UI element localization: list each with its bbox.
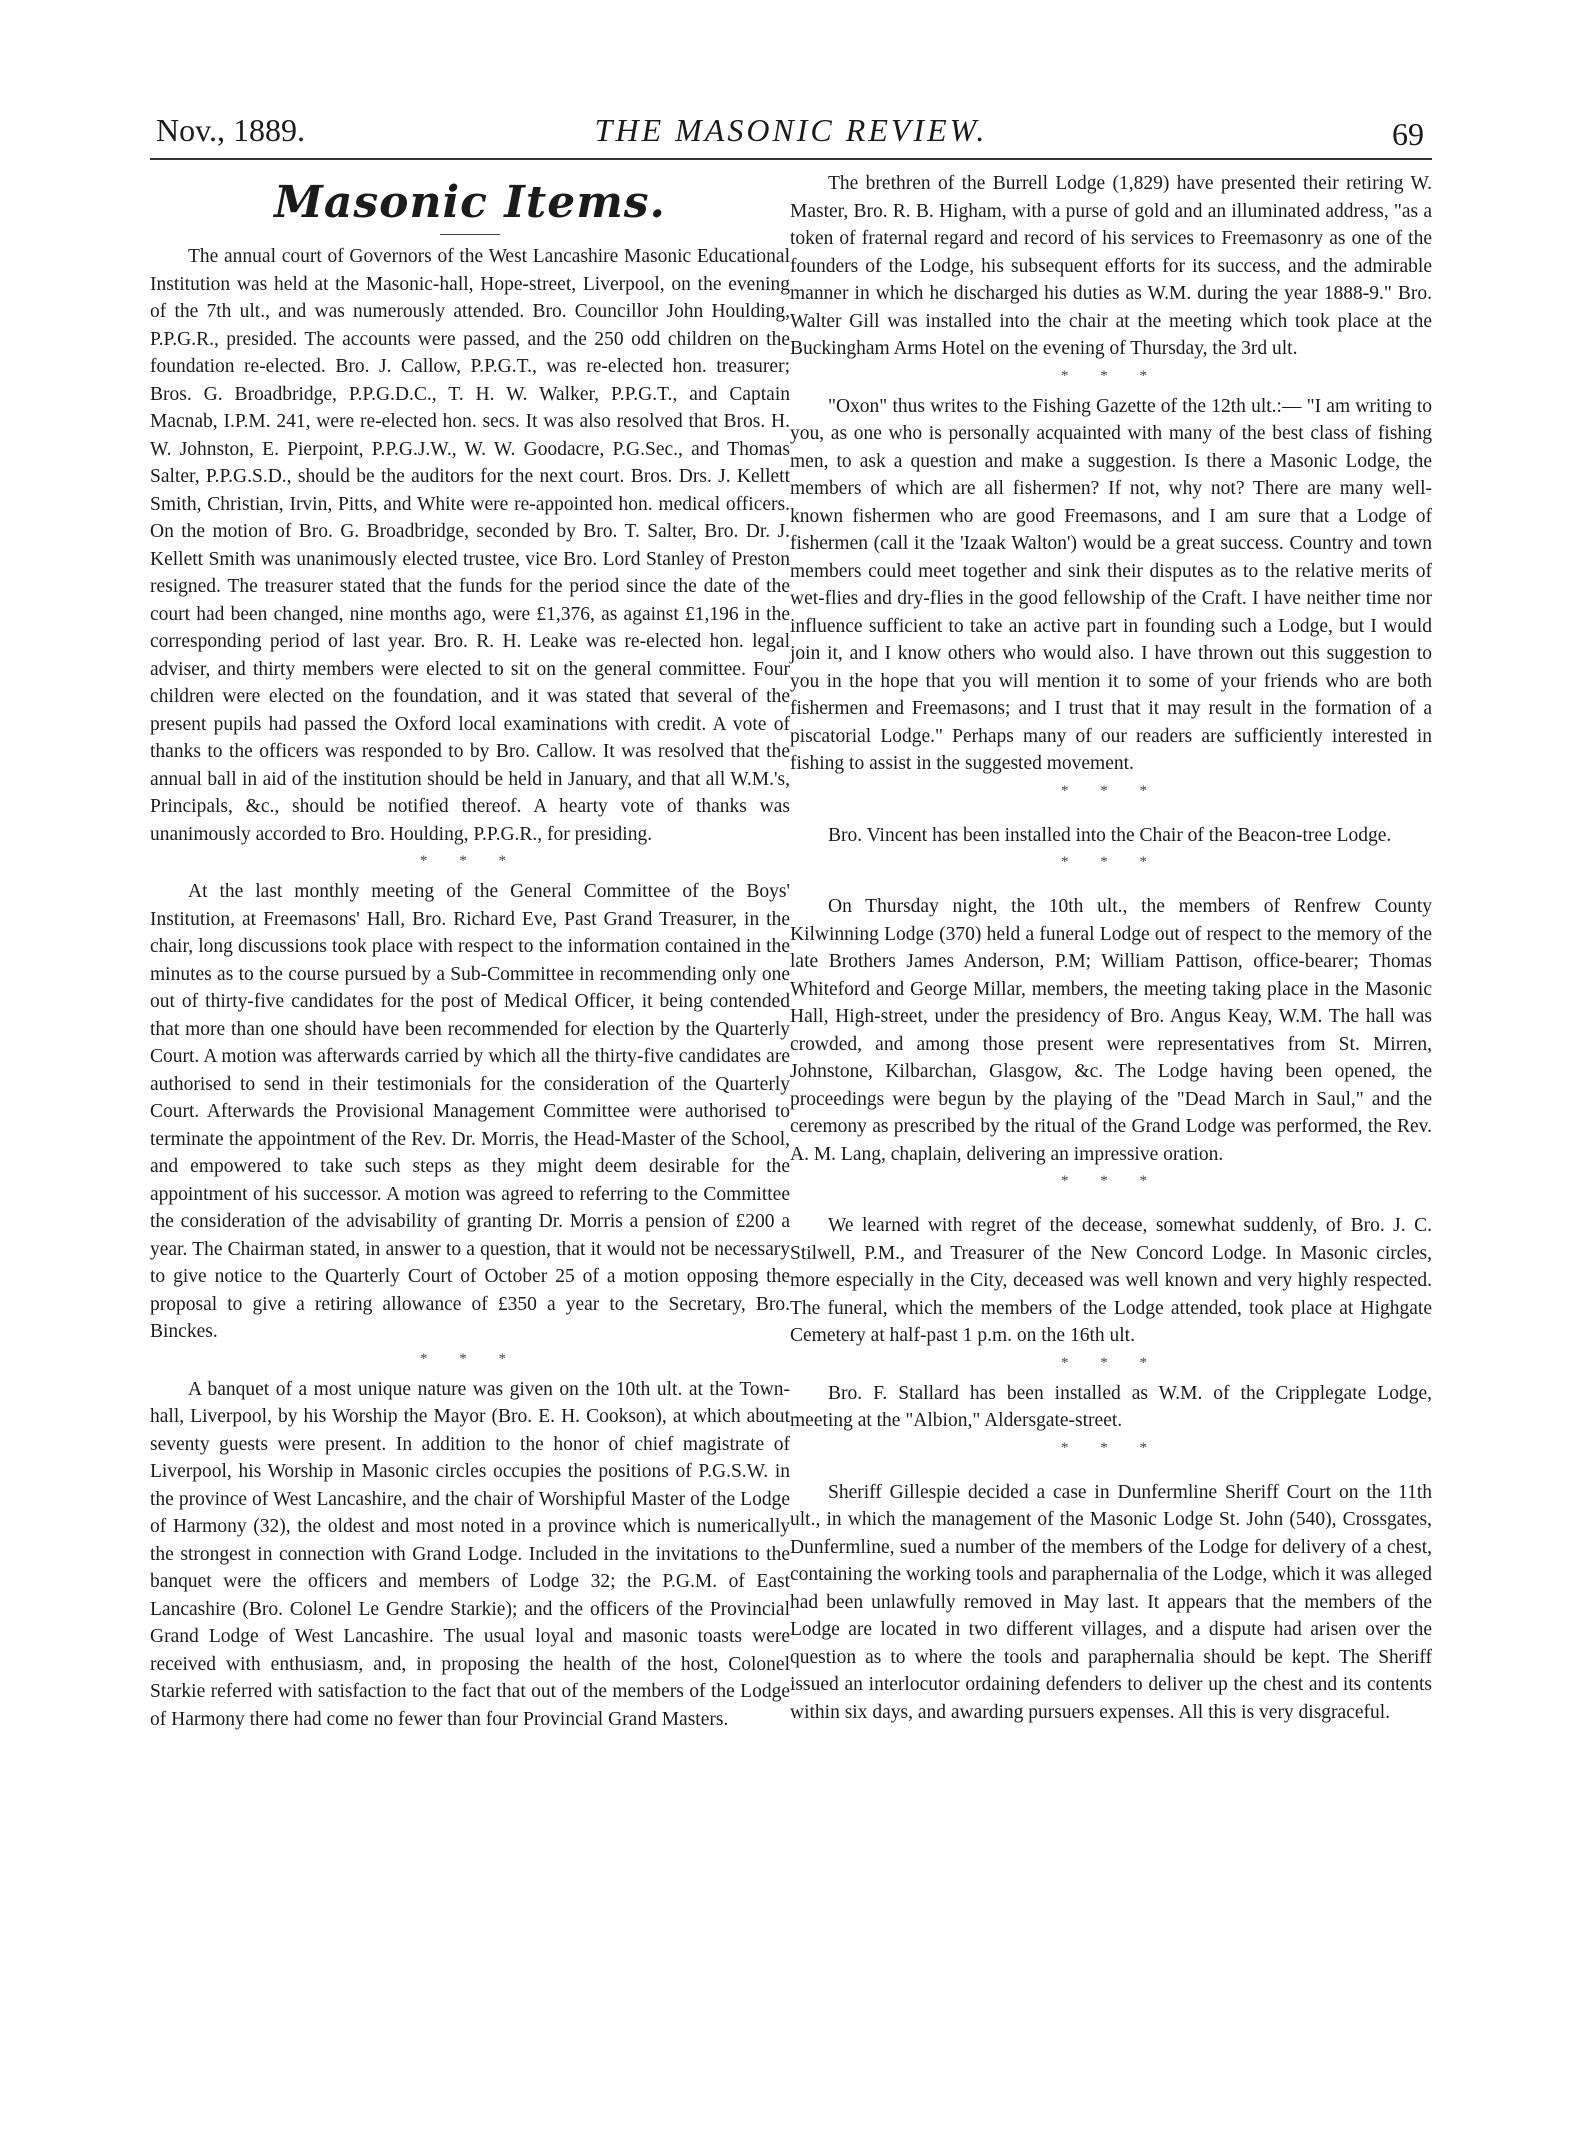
separator-stars: * * * [420, 1350, 520, 1367]
publication-title: THE MASONIC REVIEW. [594, 112, 988, 148]
spacer [790, 808, 1432, 822]
article-paragraph: Bro. F. Stallard has been installed as W.M. of the Cripplegate Lodge, meeting at the "Albion," Aldersgate-street. [790, 1382, 1432, 1431]
separator-stars: * * * [420, 853, 520, 869]
article-paragraph: "Oxon" thus writes to the Fishing Gazette of the 12th ult.:— "I am writing to you, as one who is personally acquainted with many of the best class of fishing men, to ask a question and make a suggestion. Is there a Masonic Lodge, the members of which are all fishermen? If not, why not? There are many well-known fishermen who are good Freemasons, and I am sure that a Lodge of fishermen (call it the 'Izaak Walton') would be a great success. Country and town members could meet together and sink their disputes as to the relative merits of wet-flies and dry-flies in the good fellowship of the Craft. I have neither time nor influence sufficient to take an active part in founding such a Lodge, but I would join it, and I know others who would also. I have thrown out this suggestion to you in the hope that you will mention it to some of your friends who are both fishermen and Freemasons; and I trust that it may result in the formation of a piscatorial Lodge." Perhaps many of our readers are sufficiently interested in fishing to assist in the suggested movement. [790, 395, 1432, 774]
article-paragraph: On Thursday night, the 10th ult., the members of Renfrew County Kilwinning Lodge (370) held a funeral Lodge out of respect to the memory of the late Brothers James Anderson, P.M; William Pattison, office-bearer; Thomas Whiteford and George Millar, members, the meeting taking place in the Masonic Hall, High-street, under the presidency of Bro. Angus Keay, W.M. The hall was crowded, and among those present were representatives from St. Mirren, Johnstone, Kilbarchan, Glasgow, &c. The Lodge having been opened, the proceedings were begun by the playing of the "Dead March in Saul," and the ceremony as prescribed by the ritual of the Grand Lodge was performed, the Rev. A. M. Lang, chaplain, delivering an impressive oration. [790, 896, 1432, 1165]
spacer [790, 879, 1432, 893]
separator-stars: * * * [1061, 854, 1161, 870]
section-title: Masonic Items. [274, 177, 666, 228]
issue-date: Nov., 1889. [156, 112, 306, 148]
article-paragraph: The annual court of Governors of the West Lancashire Masonic Educational Institution was held at the Masonic-hall, Hope-street, Liverpool, on the evening of the 7th ult., and was numerously attended. Bro. Councillor John Houlding, P.P.G.R., presided. The accounts were passed, and the 250 odd children on the foundation re-elected. Bro. J. Callow, P.P.G.T., was re-elected hon. treasurer; Bros. G. Broadbridge, P.P.G.D.C., T. H. W. Walker, P.P.G.T., and Captain Macnab, I.P.M. 241, were re-elected hon. secs. It was also resolved that Bros. H. W. Johnston, E. Pierpoint, P.P.G.J.W., W. W. Goodacre, P.G.Sec., and Thomas Salter, P.P.G.S.D., should be the auditors for the next court. Bros. Drs. J. Kellett Smith, Christian, Irvin, Pitts, and White were re-appointed hon. medical officers. On the motion of Bro. G. Broadbridge, seconded by Bro. T. Salter, Bro. Dr. J. Kellett Smith was unanimously elected trustee, vice Bro. Lord Stanley of Preston resigned. The treasurer stated that the funds for the period since the date of the court had been changed, nine months ago, were £1,376, as against £1,196 in the corresponding period of last year. Bro. R. H. Leake was re-elected hon. legal adviser, and thirty members were elected to sit on the general committee. Four children were elected on the foundation, and it was stated that several of the present pupils had passed the Oxford local examinations with credit. A vote of thanks to the officers was responded to by Bro. Callow. It was resolved that the annual ball in aid of the institution should be held in January, and that all W.M.'s, Principals, &c., should be notified thereof. A hearty vote of thanks was unanimously accorded to Bro. Houlding, P.P.G.R., for presiding. [150, 246, 790, 845]
title-rule [440, 234, 500, 235]
article-paragraph: The brethren of the Burrell Lodge (1,829) have presented their retiring W. Master, Bro. R. B. Higham, with a purse of gold and an illuminated address, "as a token of fraternal regard and record of his services to Freemasonry as one of the founders of the Lodge, his subsequent efforts for its success, and the admirable manner in which he discharged his duties as W.M. during the year 1888-9." Bro. Walter Gill was installed into the chair at the meeting which took place at the Buckingham Arms Hotel on the evening of Thursday, the 3rd ult. [790, 173, 1432, 359]
page-header [150, 108, 1432, 160]
article-paragraph: A banquet of a most unique nature was given on the 10th ult. at the Town-hall, Liverpool, by his Worship the Mayor (Bro. E. H. Cookson), at which about seventy guests were present. In addition to the honor of chief magistrate of Liverpool, his Worship in Masonic circles occupies the positions of P.G.S.W. in the province of West Lancashire, and the chair of Worshipful Master of the Lodge of Harmony (32), the oldest and most noted in a province which is numerically the strongest in connection with Grand Lodge. Included in the invitations to the banquet were the officers and members of Lodge 32; the P.G.M. of East Lancashire (Bro. Colonel Le Gendre Starkie); and the officers of the Provincial Grand Lodge of West Lancashire. The usual loyal and masonic toasts were received with enthusiasm, and, in proposing the health of the host, Colonel Starkie referred with satisfaction to the fact that out of the members of the Lodge of Harmony there had come no fewer than four Provincial Grand Masters. [150, 1378, 790, 1730]
right-column [790, 170, 1432, 1726]
separator-stars: * * * [1061, 1439, 1161, 1456]
article-paragraph: Sheriff Gillespie decided a case in Dunfermline Sheriff Court on the 11th ult., in which the management of the Masonic Lodge St. John (540), Crossgates, Dunfermline, sued a number of the members of the Lodge for delivery of a chest, containing the working tools and paraphernalia of the Lodge, which it was alleged had been unlawfully removed in May last. It appears that the members of the Lodge are located in two different villages, and a dispute had arisen over the question as to where the tools and paraphernalia should be kept. The Sheriff issued an interlocutor ordaining defenders to deliver up the chest and its contents within six days, and awarding pursuers expenses. All this is very disgraceful. [790, 1481, 1432, 1723]
page-number: 69 [1392, 116, 1424, 152]
article-paragraph: We learned with regret of the decease, somewhat suddenly, of Bro. J. C. Stilwell, P.M., and Treasurer of the New Concord Lodge. In Masonic circles, more especially in the City, deceased was well known and very highly respected. The funeral, which the members of the Lodge attended, took place at Highgate Cemetery at half-past 1 p.m. on the 16th ult. [790, 1215, 1432, 1346]
article-paragraph: Bro. Vincent has been installed into the Chair of the Beacon-tree Lodge. [828, 824, 1392, 846]
left-column [150, 170, 790, 1733]
spacer [790, 1198, 1432, 1212]
separator-stars: * * * [1061, 1173, 1161, 1189]
separator-stars: * * * [1061, 782, 1161, 799]
separator-stars: * * * [1061, 1354, 1161, 1371]
article-paragraph: At the last monthly meeting of the General Committee of the Boys' Institution, at Freemasons' Hall, Bro. Richard Eve, Past Grand Treasurer, in the chair, long discussions took place with respect to the information contained in the minutes as to the course pursued by a Sub-Committee in recommending only one out of thirty-five candidates for the post of Medical Officer, it being contended that more than one should have been recommended for election by the Quarterly Court. A motion was afterwards carried by which all the thirty-five candidates are authorised to send in their testimonials for the consideration of the Quarterly Court. Afterwards the Provisional Management Committee were authorised to terminate the appointment of the Rev. Dr. Morris, the Head-Master of the School, and empowered to take such steps as they might deem desirable for the appointment of his successor. A motion was agreed to referring to the Committee the consideration of the advisability of granting Dr. Morris a pension of £200 a year. The Chairman stated, in answer to a question, that it would not be necessary to give notice to the Quarterly Court of October 25 of a motion opposing the proposal to give a retiring allowance of £350 a year to the Secretary, Bro. Binckes. [150, 881, 790, 1342]
header-rule [150, 158, 1432, 160]
separator-stars: * * * [1061, 367, 1161, 384]
spacer [790, 1465, 1432, 1479]
